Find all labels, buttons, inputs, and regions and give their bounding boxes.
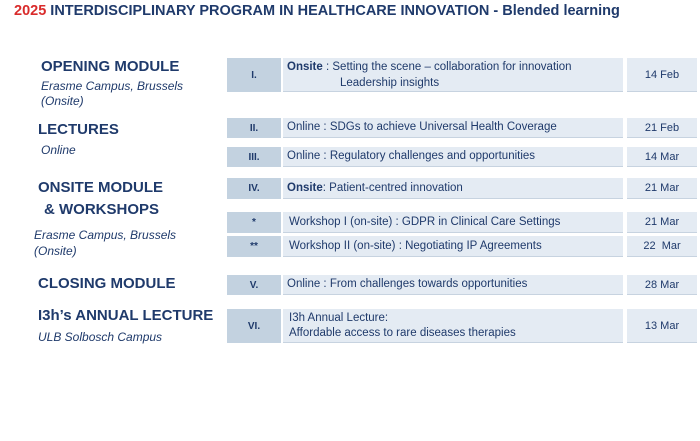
onsite-module-location: Erasme Campus, Brussels bbox=[34, 228, 177, 242]
row-description bbox=[283, 212, 623, 233]
row-date: 14 Feb bbox=[627, 58, 697, 92]
row-description-line2: Leadership insights bbox=[340, 77, 440, 89]
row-description-text bbox=[287, 181, 463, 196]
schedule-row-6 bbox=[227, 309, 697, 343]
row-description bbox=[283, 309, 623, 343]
row-topic: : Setting the scene – collaboration for innovation bbox=[322, 61, 572, 73]
row-description bbox=[283, 58, 623, 92]
row-mode: Onsite bbox=[287, 61, 323, 73]
row-date: 21 Feb bbox=[627, 118, 697, 138]
row-number: VI. bbox=[227, 309, 281, 343]
schedule-row-3 bbox=[227, 147, 697, 167]
annual-lecture-title: I3h’s ANNUAL LECTURE bbox=[38, 307, 214, 324]
opening-module-title: OPENING MODULE bbox=[41, 58, 180, 75]
row-description bbox=[283, 118, 623, 138]
row-description bbox=[283, 178, 623, 199]
schedule-row-2 bbox=[227, 118, 697, 138]
row-date: 21 Mar bbox=[627, 212, 697, 233]
row-mode: Onsite bbox=[287, 182, 323, 194]
title-text: INTERDISCIPLINARY PROGRAM IN HEALTHCARE INNOVATION - Blended learning bbox=[50, 3, 620, 19]
onsite-module-title: ONSITE MODULE bbox=[38, 179, 164, 196]
row-description-text: Workshop II (on-site) : Negotiating IP Agreements bbox=[289, 240, 542, 252]
row-number: II. bbox=[227, 118, 281, 138]
row-number: ** bbox=[227, 236, 281, 257]
row-date: 22 Mar bbox=[627, 236, 697, 257]
row-description-text: Online : From challenges towards opportunities bbox=[287, 278, 528, 290]
row-description-line1: I3h Annual Lecture: bbox=[289, 312, 389, 324]
row-description-text: Online : Regulatory challenges and opportunities bbox=[287, 150, 536, 162]
row-description bbox=[283, 275, 623, 295]
opening-module-location: Erasme Campus, Brussels bbox=[41, 79, 184, 93]
title-year: 2025 bbox=[14, 3, 47, 19]
lectures-mode: Online bbox=[41, 143, 76, 157]
row-description-text: Online : SDGs to achieve Universal Health Coverage bbox=[287, 121, 557, 133]
row-description-text: Workshop I (on-site) : GDPR in Clinical Care Settings bbox=[289, 216, 561, 228]
closing-module-title: CLOSING MODULE bbox=[38, 275, 176, 292]
onsite-module-mode: (Onsite) bbox=[34, 244, 77, 258]
row-description bbox=[283, 147, 623, 167]
row-description-line1 bbox=[287, 60, 571, 75]
row-date: 13 Mar bbox=[627, 309, 697, 343]
row-description bbox=[283, 236, 623, 257]
opening-module-mode: (Onsite) bbox=[41, 94, 84, 108]
row-topic: : Patient-centred innovation bbox=[322, 182, 463, 194]
lectures-title: LECTURES bbox=[38, 121, 119, 138]
row-number: I. bbox=[227, 58, 281, 92]
row-number: V. bbox=[227, 275, 281, 295]
schedule-row-workshop-1 bbox=[227, 212, 697, 233]
row-number: IV. bbox=[227, 178, 281, 199]
row-number: III. bbox=[227, 147, 281, 167]
schedule-row-5 bbox=[227, 275, 697, 295]
row-date: 21 Mar bbox=[627, 178, 697, 199]
row-date: 14 Mar bbox=[627, 147, 697, 167]
schedule-row-workshop-2 bbox=[227, 236, 697, 257]
annual-lecture-location: ULB Solbosch Campus bbox=[38, 330, 163, 344]
workshops-title: & WORKSHOPS bbox=[44, 201, 160, 218]
schedule-row-1 bbox=[227, 58, 697, 92]
page-title bbox=[14, 3, 694, 19]
schedule-row-4 bbox=[227, 178, 697, 199]
row-number: * bbox=[227, 212, 281, 233]
row-date: 28 Mar bbox=[627, 275, 697, 295]
row-description-line2: Affordable access to rare diseases therapies bbox=[289, 327, 516, 339]
